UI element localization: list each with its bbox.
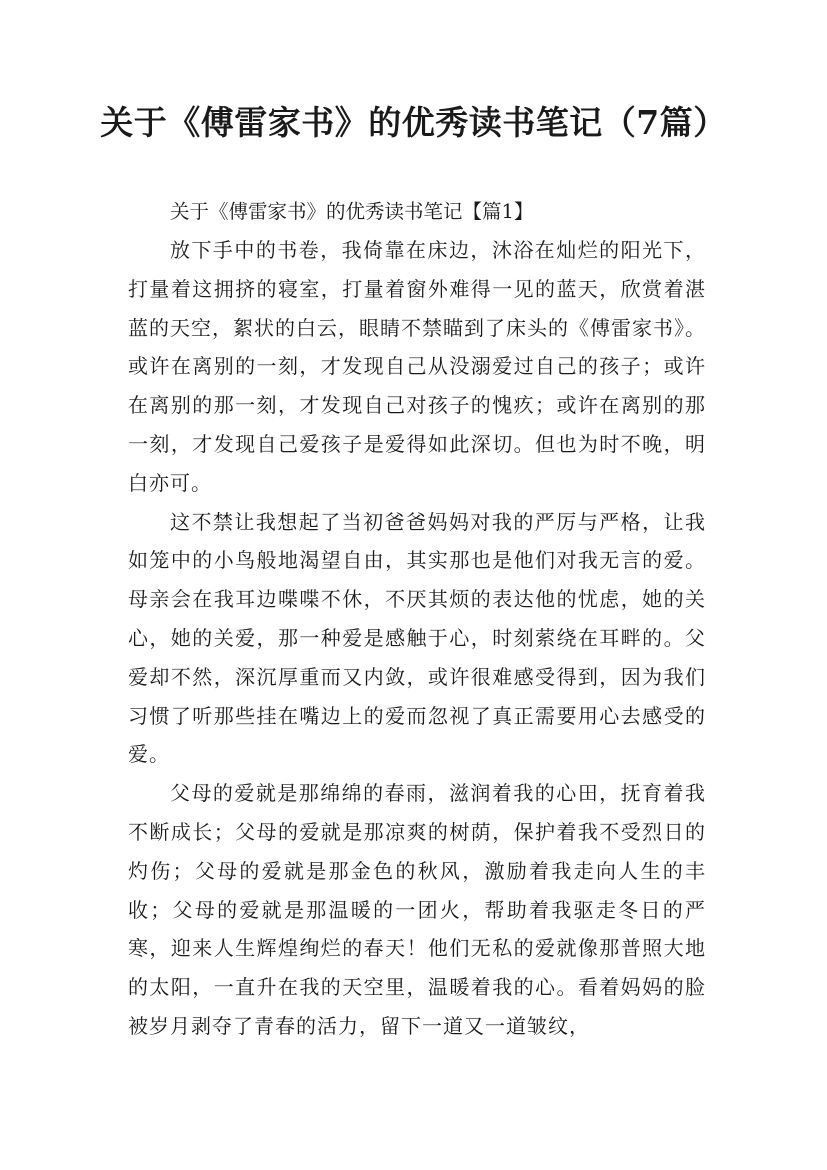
document-body (128, 193, 706, 1046)
section-heading: 关于《傅雷家书》的优秀读书笔记【篇1】 (170, 200, 534, 223)
paragraph-3: 父母的爱就是那绵绵的春雨，滋润着我的心田，抚育着我不断成长；父母的爱就是那凉爽的树荫，保护着我不受烈日的灼伤；父母的爱就是那金色的秋风，激励着我走向人生的丰收；父母的爱就是那温暖的一团火，帮助着我驱走冬日的严寒，迎来人生辉煌绚烂的春天！他们无私的爱就像那普照大地的太阳，一直升在我的天空里，温暖着我的心。看着妈妈的脸被岁月剥夺了青春的活力，留下一道又一道皱纹， (128, 781, 706, 1038)
paragraph-1: 放下手中的书卷，我倚靠在床边，沐浴在灿烂的阳光下，打量着这拥挤的寝室，打量着窗外难得一见的蓝天，欣赏着湛蓝的天空，絮状的白云，眼睛不禁瞄到了床头的《傅雷家书》。或许在离别的一刻，才发现自己从没溺爱过自己的孩子；或许在离别的那一刻，才发现自己对孩子的愧疚；或许在离别的那一刻，才发现自己爱孩子是爱得如此深切。但也为时不晚，明白亦可。 (128, 238, 706, 495)
paragraph-2: 这不禁让我想起了当初爸爸妈妈对我的严厉与严格，让我如笼中的小鸟般地渴望自由，其实那也是他们对我无言的爱。母亲会在我耳边喋喋不休，不厌其烦的表达他的忧虑，她的关心，她的关爱，那一种爱是感触于心，时刻萦绕在耳畔的。父爱却不然，深沉厚重而又内敛，或许很难感受得到，因为我们习惯了听那些挂在嘴边上的爱而忽视了真正需要用心去感受的爱。 (128, 509, 706, 767)
document-title: 关于《傅雷家书》的优秀读书笔记（7篇） (100, 103, 727, 142)
